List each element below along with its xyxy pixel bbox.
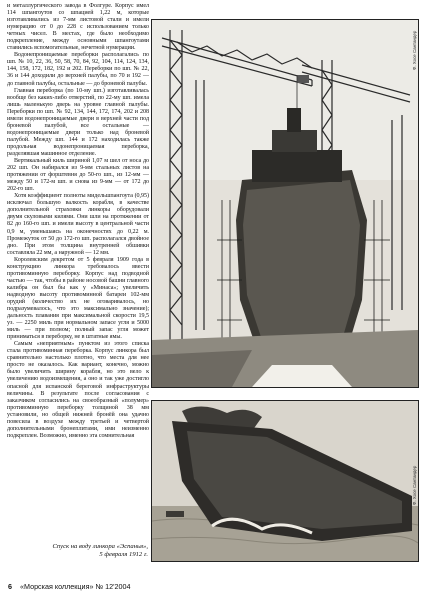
article-paragraph: Королевским декретом от 5 февраля 1909 года в конструкцию линкора требовалось ввести противоминную переборку. Корпус над подводной частью — так, чтобы в районе носовой башни главного калибра он был бы как у «Минаса»; увеличить надводную высоту противоминной батареи 102-мм орудий (количество их не оговаривалось, но подразумевалось, что это максимально значение); дальность плавания при максимальной скорости 19,5 уз. — 2250 миль при нормальном запасе угля и 5000 миль — при полном; полный запас угля может приниматься в переборку, не в штатные ямы. [7,256,149,341]
caption-line: Спуск на воду линкора «Эспанья», [52,543,148,550]
ship-launch-photo [151,400,419,562]
article-text-column [7,3,149,533]
slipway-illustration [152,20,418,387]
article-paragraph: Водонепроницаемые переборки располагались по шп. № 10, 22, 36, 50, 58, 70, 84, 92, 104, 114, 124, 134, 144, 158, 172, 182, 192 и 202. Переборки по шп. № 22, 36 и 144 доходили до верхней палубы, по 70 и 192 — до главной палубы, остальные — до броневой палубы. [7,52,149,87]
article-paragraph: Хотя коэффициент полноты мидельшпангоута (0,95) исключал большую валкость корабля, в качестве дополнительной страховки линкоры оборудовали двумя скуловыми килями. Они шли на протяжении от 82 до 160-го шп. и имели высоту в центральной части 0,9 м, уменьшаясь на оконечностях до 0,22 м. Промежуток от 50 до 172-го шп. располагался двойное дно. При этом толщина внутренней обшивки составляла 22 мм, а наружной — 12 мм. [7,193,149,256]
ship-on-slipway-photo [151,19,419,388]
article-paragraph: Вертикальный киль шириной 1,07 м шел от носа до 202 шп. Он набирался из 9-мм стальных листов на протяжении от форштевня до 50-го шп., из 12-мм — между 50 и 172-м шп. и снова из 9-мм — от 172 до 202-го шп. [7,158,149,193]
launch-illustration [152,401,418,561]
article-paragraph: Главная переборка (по 10-му шп.) изготавливалась вообще без каких-либо отверстий, по 22-му шп. имела лишь маленькую дверь на уровне главной палубы. Переборки по шп. № 92, 134, 144, 172, 174, 202 и 208 имели водонепроницаемые двери в верхней части под броневой палубой, все остальные — водонепроницаемые двери только над броневой палубой. Между шп. 144 и 172 находилась также продольная водонепроницаемая переборка, разделявшая машинное отделение. [7,87,149,157]
journal-title: «Морская коллекция» № 12'2004 [20,582,131,591]
page-footer [8,582,208,591]
photo-credit: Ф. Хосе Сантандер [412,465,417,505]
caption-line: 5 февраля 1912 г. [99,551,148,558]
photo-credit: Ф. Хосе Сантандер [412,30,417,70]
article-paragraph: и металлургического завода в Фолгуре. Корпус имел 114 шпангоутов со шпацией 1,22 м, которые изготавливались из 7-мм листовой стали и имели нумерацию от 0 до 228 с использованием только четных чисел. В местах, где было необходимо подкрепление, между основными шпангоутами ставились вспомогательные, нечетной нумерации. [7,3,149,52]
page-number: 6 [8,582,12,591]
article-paragraph: Самым «неприятным» пунктом из этого списка стала противоминная переборка. Корпус линкора был сравнительно настолько плотно, что места для нее просто не оказалось. Как вариант, конечно, можно было увеличить ширину корабля, но это вело к увеличению водоизмещения, а оно и так уже достигло опасной для испанской береговой инфраструктуры величины. В результате после согласования с заказчиком согласились на своеобразный «полумер» противоминную переборку толщиной 38 мм установили, но общей нижней бронёй она удачно повесила в воздухе между третьей и четвертой дополнительными бронеплитами, ими неизменно подкреплен. Возможно, именно эта сомнительная [7,341,149,439]
photo-caption [30,543,148,559]
